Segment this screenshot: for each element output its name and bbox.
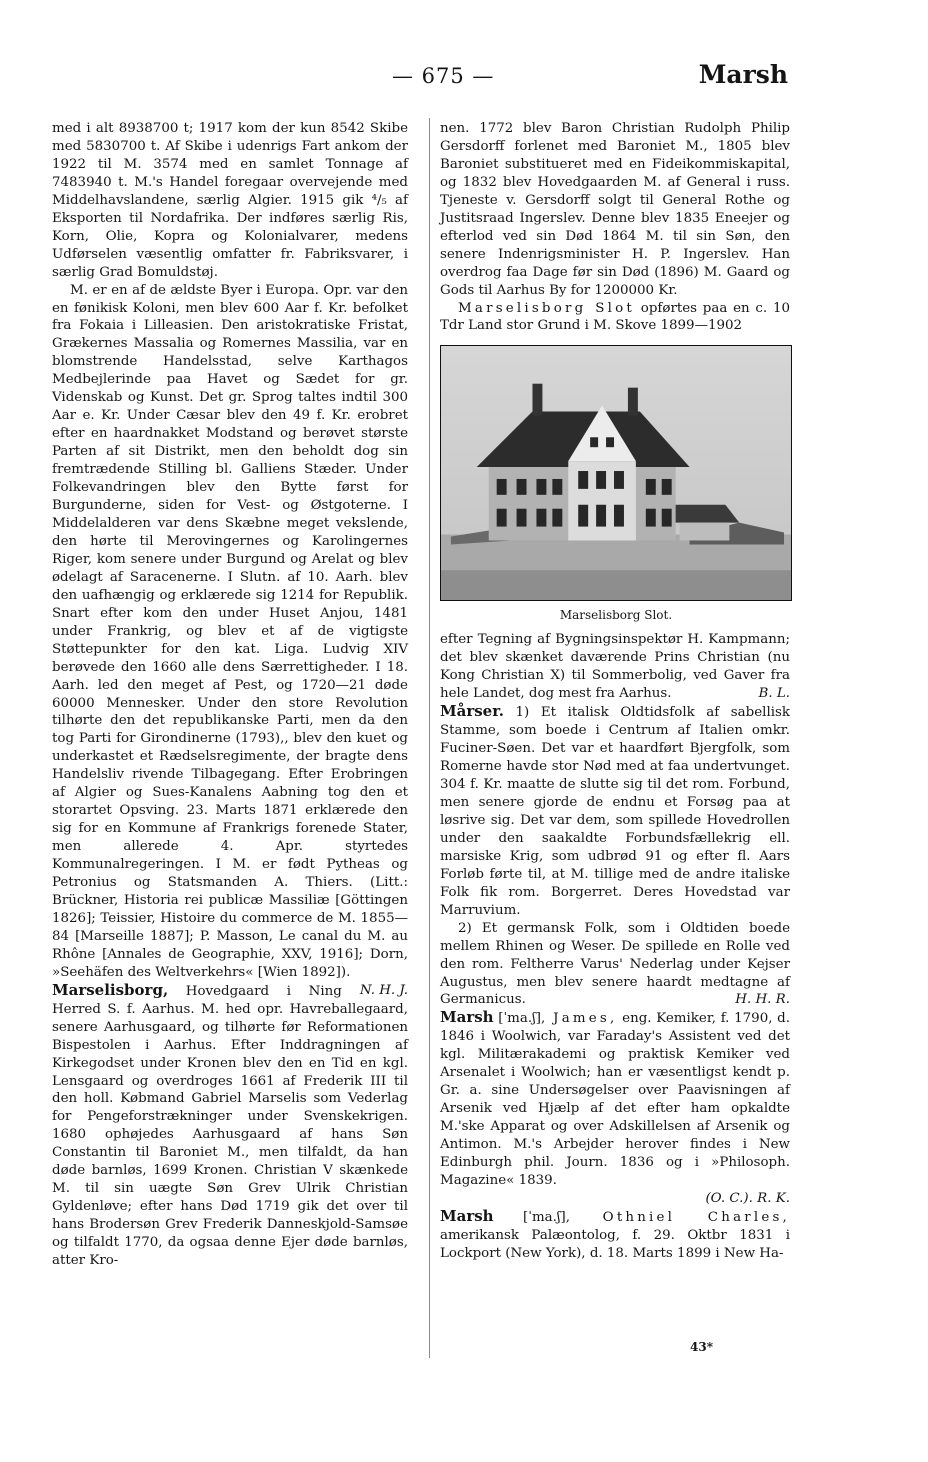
- entry-person-name: Othniel Charles,: [570, 1209, 790, 1225]
- page-header: [52, 58, 788, 98]
- author-signature: N. H. J.: [359, 982, 408, 998]
- column-divider: [429, 118, 430, 1358]
- author-signature: H. H. R.: [735, 992, 790, 1008]
- entry-text: Hovedgaard i Ning Herred S. f. Aarhus. M. hed opr. Havreballegaard, senere Aarhusgaard, og tilhørte før Reformationen Bispestolen i Aarhus. Efter Inddragningen af Kirkegodset under Kronen blev den en Tid en kgl. Lensgaard og overdroges 1661 af Frederik III til den holl. Købmand Gabriel Marselis som Vederlag for Pengeforstrækninger under Svenskekrigen. 1680 ophøjedes Aarhusgaard af hans Søn Constantin til Baroniet M., men tilfaldt, da han døde barnløs, 1699 Kronen. Christian V skænkede M. til sin uægte Søn Grev Ulrik Christian Gyldenløve; efter hans Død 1719 gik det over til hans Brodersøn Grev Frederik Danneskjold-Samsøe og tilfaldt 1770, da ogsaa denne Ejer døde barnløs, atter Kro-: [52, 983, 408, 1269]
- entry-headword: Mårser.: [440, 702, 504, 721]
- page-number: — 675 —: [392, 64, 495, 88]
- continued-paragraph: nen. 1772 blev Baron Christian Rudolph Philip Gersdorff forlenet med Baroniet M., 1805 blev Baroniet substitueret med en Fideikommiskapital, og 1832 blev Hovedgaarden M. af General i russ. Tjeneste v. Gersdorff solgt til General Rothe og Justitsraad Ingerslev. Denne blev 1835 Eneejer og efterlod ved sin Død 1864 M. til sin Søn, den senere Indenrigsminister H. P. Ingerslev. Han overdrog faa Dage før sin Død (1896) M. Gaard og Gods til Aarhus By for 1200000 Kr.: [440, 121, 790, 298]
- entry-pronunciation: [ˈma.ʃ],: [493, 1209, 570, 1225]
- spaced-term: Marselisborg Slot: [458, 300, 636, 316]
- after-figure-text: efter Tegning af Bygningsinspektør H. Kampmann; det blev skænket daværende Prins Christian (nu Kong Christian X) til Sommerbolig, ved Gaver fra hele Landet, dog mest fra Aarhus.: [440, 632, 790, 702]
- figure-caption: Marselisborg Slot.: [559, 608, 673, 623]
- entry-marsh-othniel: [440, 1208, 790, 1263]
- entry-marsh-james: [440, 1009, 790, 1190]
- entry-text: amerikansk Palæontolog, f. 29. Oktbr 1831 i Lockport (New York), d. 18. Marts 1899 i New Ha-: [440, 1227, 790, 1261]
- left-column: [52, 120, 408, 1270]
- entry-marser-part-2: [440, 920, 790, 1010]
- entry-pronunciation: [ˈma.ʃ],: [493, 1011, 546, 1027]
- author-signature: B. L.: [758, 686, 790, 702]
- entry-text: eng. Kemiker, f. 1790, d. 1846 i Woolwich, var Faraday's Assistent ved det kgl. Militærakademi og praktisk Kemiker ved Arsenalet i Woolwich; han er væsentligst kendt p. Gr. a. sine Undersøgelser over Paavisningen af Arsenik ved Hjælp af det efter ham opkaldte M.'ske Apparat og over Adskillelsen af Arsenik og Antimon. M.'s Arbejder herover findes i New Edinburgh phil. Journ. 1836 og i »Philosoph. Magazine« 1839.: [440, 1011, 790, 1188]
- figure: [440, 345, 792, 625]
- entry-headword: Marsh: [440, 1206, 494, 1225]
- continued-paragraph: med i alt 8938700 t; 1917 kom der kun 8542 Skibe med 5830700 t. Af Skibe i udenrigs Fart ankom der 1922 til M. 3574 med en samlet Tonnage af 7483940 t. M.'s Handel foregaar overvejende med Middelhavslandene, særlig Algier. 1915 gik ⁴/₅ af Eksporten til Nordafrika. Der indføres særlig Ris, Korn, Olie, Kopra og Kolonialvarer, medens Udførselen væsentlig omfatter fr. Fabriksvarer, i særlig Grad Bomuldstøj.: [52, 121, 408, 280]
- author-signature: (O. C.). R. K.: [705, 1190, 790, 1206]
- slot-paragraph: [440, 300, 790, 336]
- entry-marselisborg: [52, 982, 408, 1270]
- history-text: M. er en af de ældste Byer i Europa. Opr. var den en fønikisk Koloni, men blev 600 Aar f. Kr. befolket fra Fokaia i Lilleasien. Den aristokratiske Fristat, Grækernes Massalia og Romernes Massilia, var en blomstrende Handelsstad, selve Karthagos Medbejlerinde paa Havet og Sædet for gr. Videnskab og Kunst. Det gr. Sprog taltes indtil 300 Aar e. Kr. Under Cæsar blev den 49 f. Kr. erobret efter en haardnakket Modstand og berøvet største Parten af sit Distrikt, men den beholdt dog sin fremtrædende Stilling bl. Galliens Stæder. Under Folkevandringen blev den Bytte først for Burgunderne, siden for Vest- og Østgoterne. I Middelalderen var dens Skæbne meget vekslende, den hørte til Merovingernes og Karolingernes Riger, kom senere under Burgund og Arelat og blev ødelagt af Saracenerne. I Slutn. af 10. Aarh. blev den uafhængig og erklærede sig 1214 for Republik. Snart efter kom den under Huset Anjou, 1481 under Frankrig, og blev et af de vigtigste Støttepunkter for den kat. Liga. Ludvig XIV berøvede den 1660 alle dens Særrettigheder. I 18. Aarh. led den meget af Pest, og 1720—21 døde 60000 Mennesker. Under den store Revolution tilhørte den det republikanske Parti, men da den tog Parti for Girondinerne (1793),, blev den kuet og underkastet et Rædselsregimente, der bragte dens Handelsliv rivende Tilbagegang. Efter Erobringen af Algier og Sues-Kanalens Aabning tog den et storartet Opsving. 23. Marts 1871 erklærede den sig for en Kommune af Frankrigs forenede Stater, men allerede 4. Apr. styrtedes Kommunalregeringen. I M. er født Pytheas og Petronius og Statsmanden A. Thiers. (Litt.: Brückner, Historia rei publicæ Massiliæ [Göttingen 1826]; Teissier, Histoire du commerce de M. 1855—84 [Marseille 1887]; P. Masson, Le canal du M. au Rhône [Annales de Geographie, XXV, 1916]; Dorn, »Seehäfen des Weltverkehrs« [Wien 1892]).: [52, 282, 408, 980]
- right-column: [440, 120, 790, 1263]
- entry-marser: [440, 703, 790, 919]
- entry-text: 2) Et germansk Folk, som i Oldtiden boede mellem Rhinen og Weser. De spillede en Rolle ved den rom. Feltherre Varus' Nederlag under Kejser Augustus, men blev senere haardt medtagne af Germanicus.: [440, 920, 790, 1008]
- castle-photo-image: [441, 346, 791, 600]
- slot-text: opførtes paa en c. 10 Tdr Land stor Grund i M. Skove 1899—1902: [440, 300, 790, 334]
- entry-person-name: James,: [545, 1011, 618, 1027]
- entry-text: 1) Et italisk Oldtidsfolk af sabellisk Stamme, som boede i Centrum af Italien omkr. Fuciner-Søen. Det var et haardført Bjergfolk, som Romerne havde stor Nød med at faa undertvunget. 304 f. Kr. maatte de slutte sig til det rom. Forbund, men senere gjorde de endnu et Forsøg paa at løsrive sig. Det var dem, som spillede Hovedrollen under den saakaldte Forbundsfællekrig ell. marsiske Krig, som udbrød 91 og efter fl. Aars Forløb førte til, at M. tillige med de andre italiske Folk fik rom. Borgerret. Deres Hovedstad var Marruvium.: [440, 705, 790, 918]
- signature-mark: 43*: [690, 1340, 713, 1354]
- entry-headword: Marselisborg,: [52, 980, 169, 999]
- entry-headword: Marsh: [440, 1008, 494, 1027]
- running-head: Marsh: [698, 60, 788, 89]
- photo-marselisborg-slot: [440, 345, 792, 601]
- after-figure-paragraph: [440, 631, 790, 703]
